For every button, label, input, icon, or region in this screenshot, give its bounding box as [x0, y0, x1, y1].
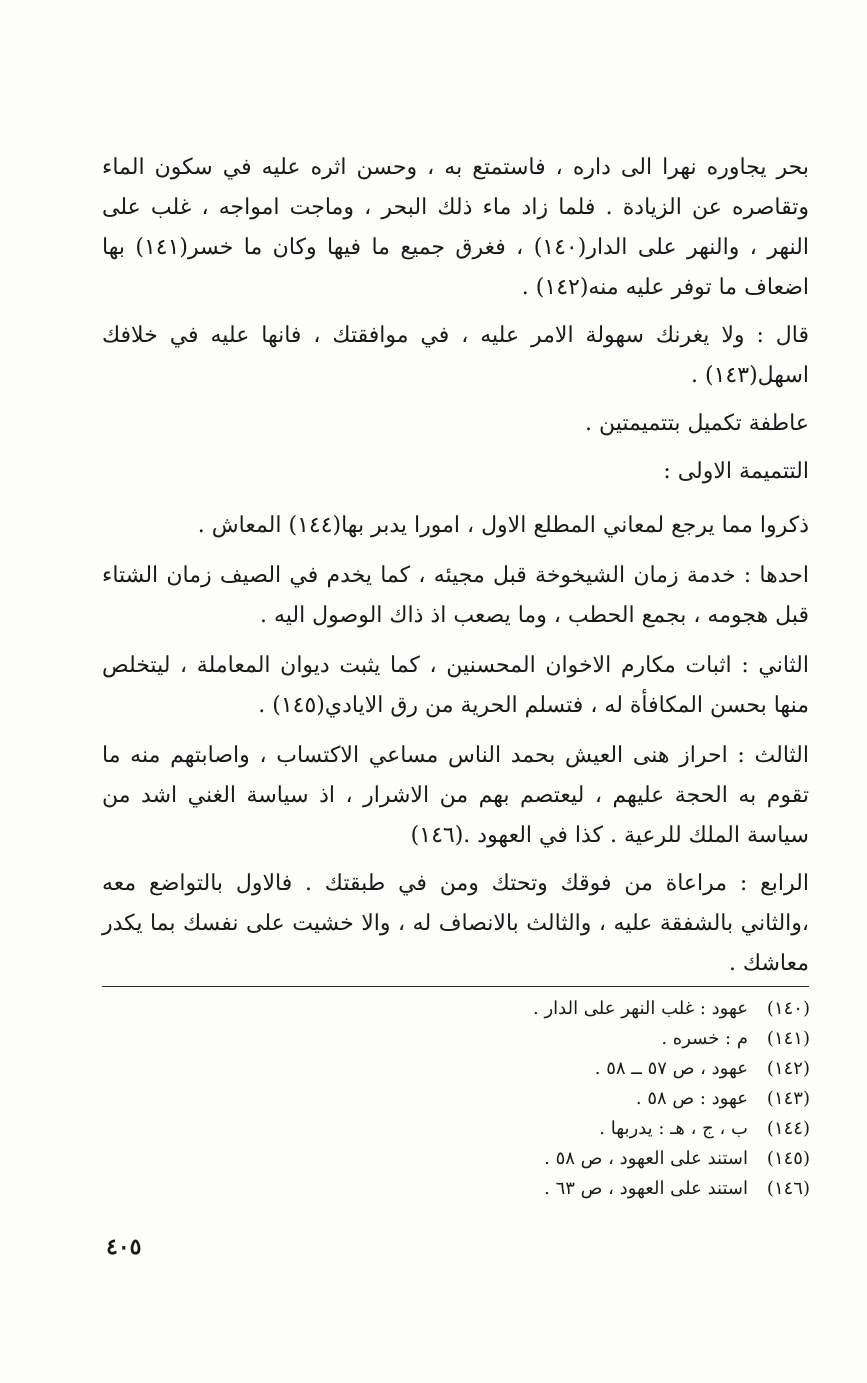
footnote-number: (١٤٥): [766, 1148, 810, 1169]
footnote-text: عهود ، ص ٥٧ ــ ٥٨ .: [594, 1058, 748, 1079]
footnote-item: [380, 1144, 810, 1174]
subheading-first-completion: التتميمة الاولى :: [663, 459, 809, 484]
footnote-text: ب ، ج ، هـ : يدربها .: [599, 1118, 748, 1139]
footnote-number: (١٤٦): [766, 1178, 810, 1199]
paragraph-fourth-point: الرابع : مراعاة من فوقك وتحتك ومن في طبقتك . فالاول بالتواضع معه ،والثاني بالشفقة عليه ، والثالث بالانصاف له ، والا خشيت على نفسك بما يكدر معاشك .: [102, 871, 809, 976]
paragraph-flood-parable: بحر يجاوره نهرا الى داره ، فاستمتع به ، وحسن اثره عليه في سكون الماء وتقاصره عن الزيادة . فلما زاد ماء ذلك البحر ، وماجت امواجه ، غلب على النهر ، والنهر على الدار(١٤٠) ، فغرق جميع ما فيها وكان ما خسر(١٤١) بها اضعاف ما توفر عليه منه(١٤٢) .: [102, 155, 810, 300]
paragraph-third-point: الثالث : احراز هنى العيش بحمد الناس مساعي الاكتساب ، واصابتهم منه ما تقوم به الحجة عليهم ، ليعتصم بهم من الاشرار ، اذ سياسة الغني اشد من سياسة الملك للرعية . كذا في العهود .(١٤٦): [102, 743, 809, 848]
footnote-text: استند على العهود ، ص ٥٨ .: [544, 1148, 748, 1169]
footnote-number: (١٤٣): [766, 1088, 810, 1109]
footnote-text: استند على العهود ، ص ٦٣ .: [544, 1178, 748, 1199]
footnote-item: [380, 994, 810, 1024]
footnote-item: [380, 1054, 810, 1084]
footnote-text: م : خسره .: [661, 1028, 748, 1049]
footnote-item: [380, 1024, 810, 1054]
paragraph-intro: ذكروا مما يرجع لمعاني المطلع الاول ، امورا يدبر بها(١٤٤) المعاش .: [197, 513, 809, 538]
footnote-divider: [102, 986, 809, 987]
page-number: ٤٠٥: [106, 1234, 142, 1260]
section-heading-completion: عاطفة تكميل بتتميمتين .: [584, 411, 809, 436]
footnote-item: [380, 1114, 810, 1144]
footnote-text: عهود : غلب النهر على الدار .: [533, 998, 748, 1019]
footnotes: [380, 994, 810, 1204]
paragraph-second-point: الثاني : اثبات مكارم الاخوان المحسنين ، كما يثبت ديوان المعاملة ، ليتخلص منها بحسن المكافأة له ، فتسلم الحرية من رق الايادي(١٤٥) .: [102, 653, 809, 718]
paragraph-first-point: احدها : خدمة زمان الشيخوخة قبل مجيئه ، كما يخدم في الصيف زمان الشتاء قبل هجومه ، بجمع الحطب ، وما يصعب اذ ذاك الوصول اليه .: [102, 563, 809, 628]
footnote-item: [380, 1174, 810, 1204]
footnote-number: (١٤٢): [766, 1058, 810, 1079]
footnote-item: [380, 1084, 810, 1114]
paragraph-quote: قال : ولا يغرنك سهولة الامر عليه ، في موافقتك ، فانها عليه في خلافك اسهل(١٤٣) .: [102, 323, 809, 388]
footnote-text: عهود : ص ٥٨ .: [635, 1088, 748, 1109]
footnote-number: (١٤٠): [766, 998, 810, 1019]
footnote-number: (١٤٤): [766, 1118, 810, 1139]
footnote-number: (١٤١): [766, 1028, 810, 1049]
